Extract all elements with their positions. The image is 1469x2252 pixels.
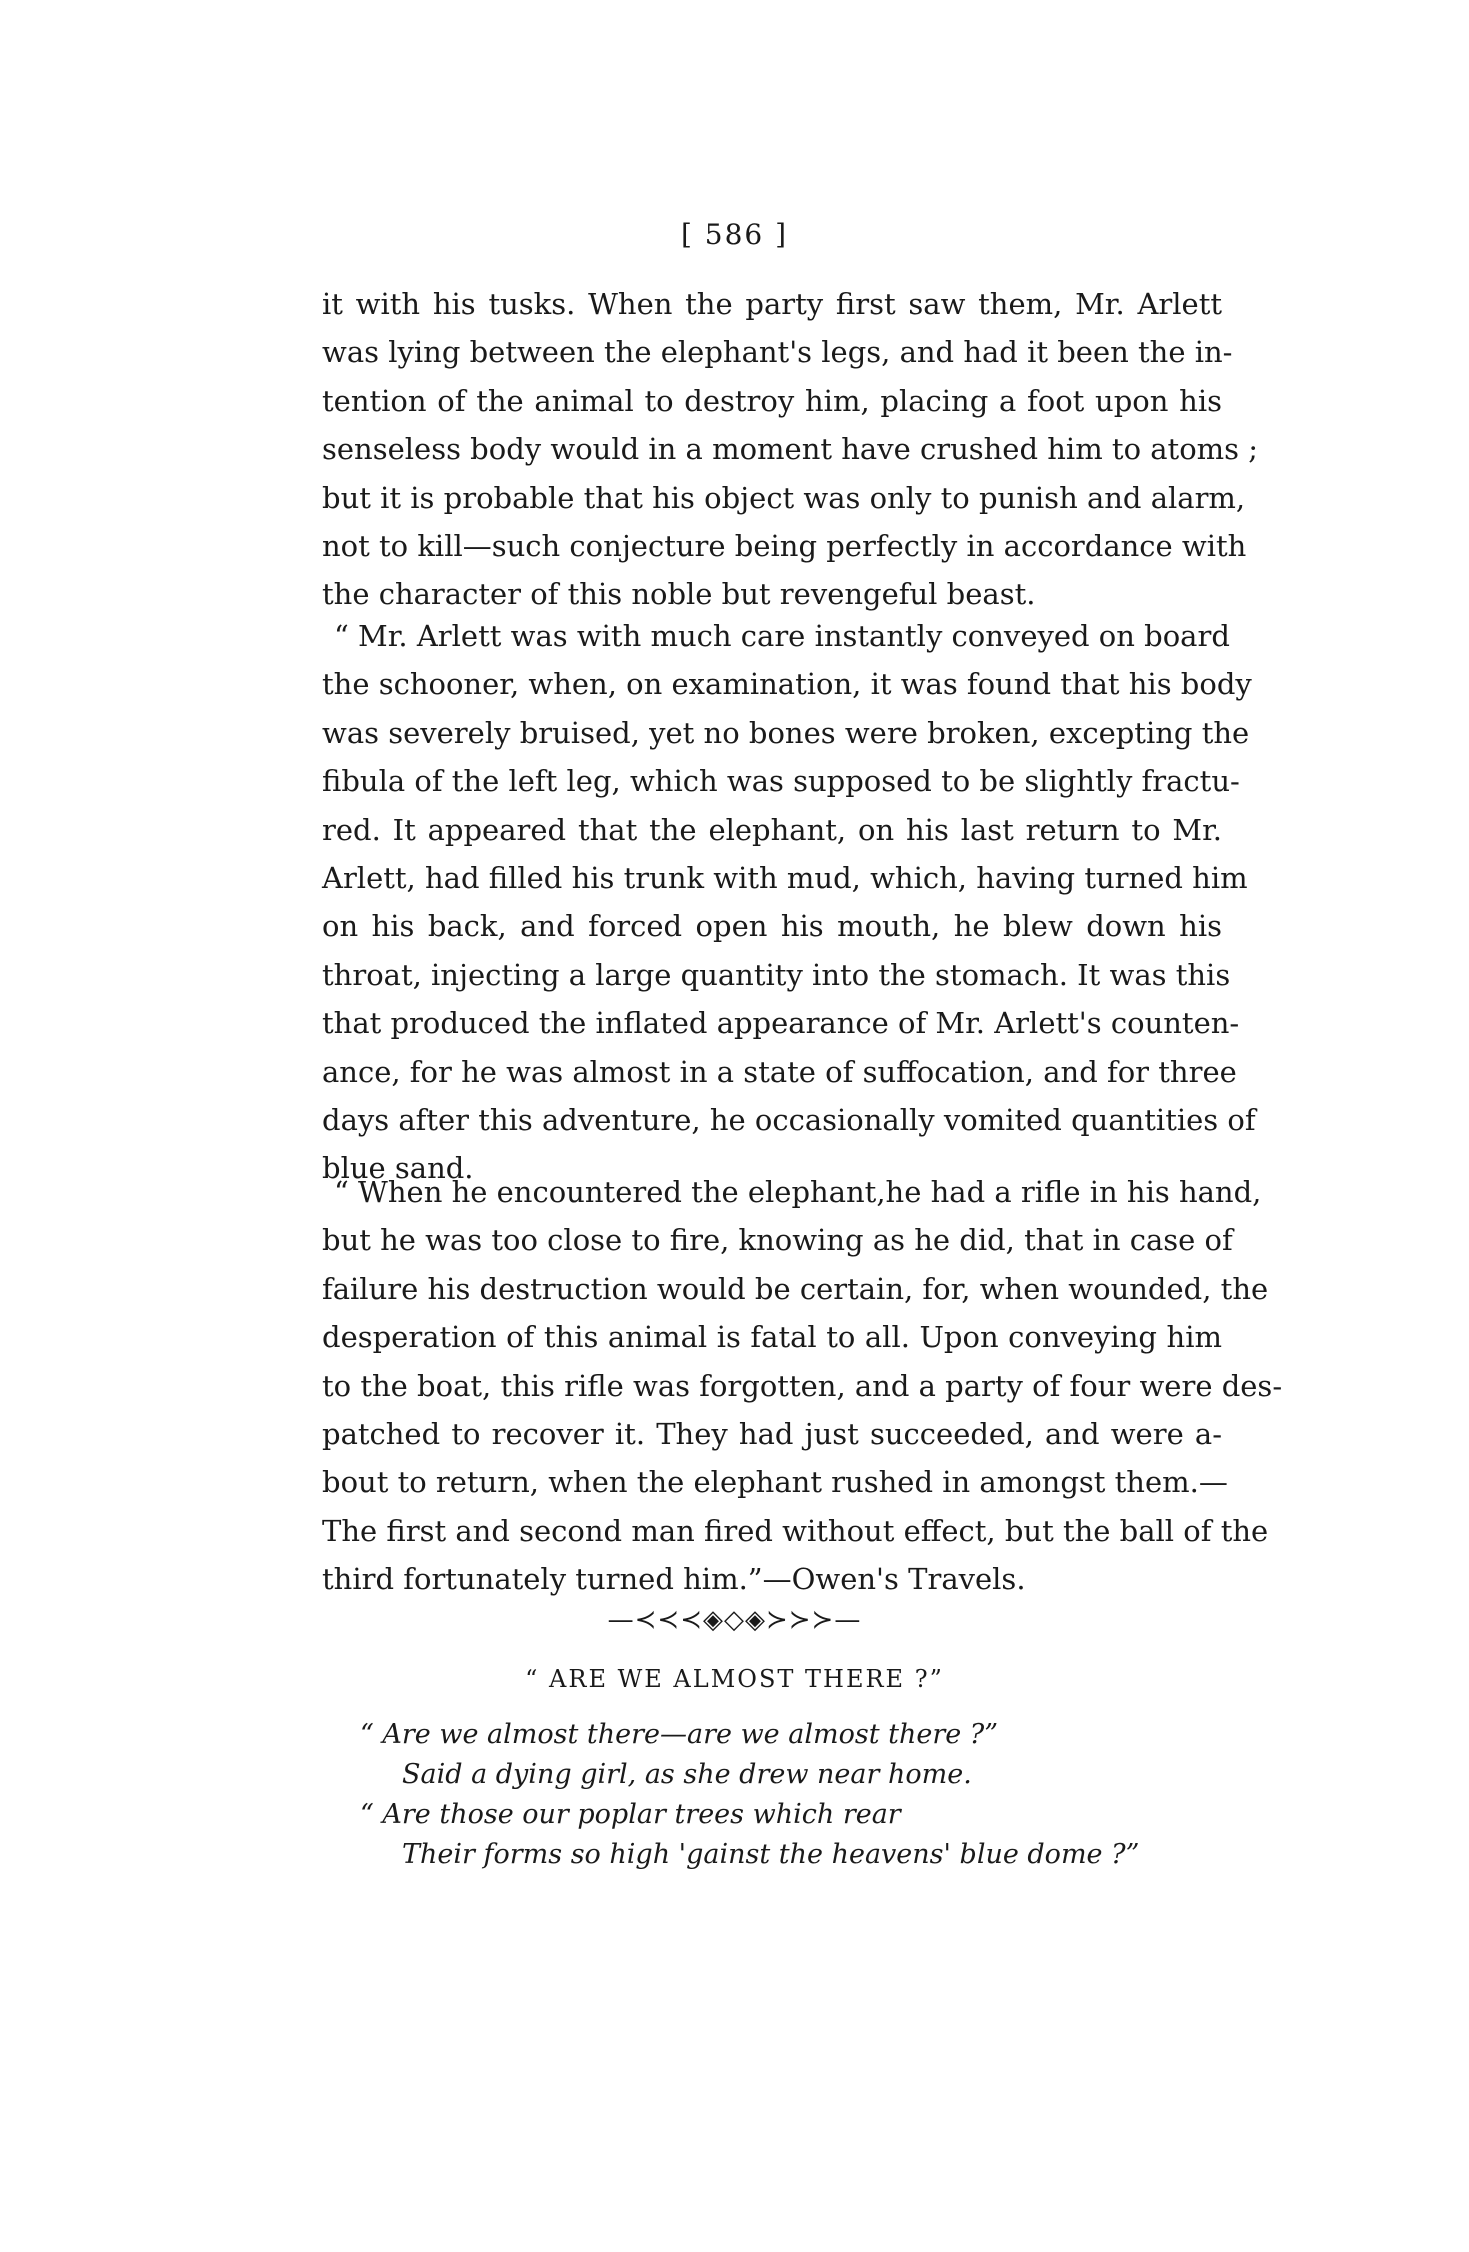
text-line: it with his tusks. When the party first saw them, Mr. Arlett xyxy=(322,287,1222,321)
text-line: the character of this noble but revengeful beast. xyxy=(322,577,1036,612)
text-line: bout to return, when the elephant rushed in amongst them.— xyxy=(322,1465,1228,1500)
text-line: desperation of this animal is fatal to all. Upon conveying him xyxy=(322,1320,1222,1355)
poem-line: “ Are those our poplar trees which rear xyxy=(360,1799,901,1830)
text-line: Arlett, had filled his trunk with mud, which, having turned him xyxy=(322,861,1248,896)
poem-stanza xyxy=(360,1715,1139,1875)
text-line: but it is probable that his object was only to punish and alarm, xyxy=(322,480,1246,515)
text-line: “ When he encountered the elephant,he had a rifle in his hand, xyxy=(334,1175,1262,1209)
text-line: failure his destruction would be certain, for, when wounded, the xyxy=(322,1271,1269,1306)
text-line: The first and second man fired without effect, but the ball of the xyxy=(322,1513,1269,1548)
text-line: fibula of the left leg, which was supposed to be slightly fractu- xyxy=(322,764,1240,799)
text-line: the schooner, when, on examination, it was found that his body xyxy=(322,667,1252,702)
text-line: but he was too close to fire, knowing as he did, that in case of xyxy=(322,1223,1233,1258)
paragraph-elephant-attack xyxy=(322,280,1259,619)
text-line: patched to recover it. They had just succeeded, and were a- xyxy=(322,1417,1222,1452)
text-line: red. It appeared that the elephant, on his last return to Mr. xyxy=(322,812,1222,847)
page-number: [ 586 ] xyxy=(680,218,789,251)
text-line: “ Mr. Arlett was with much care instantly conveyed on board xyxy=(334,619,1230,653)
ornamental-divider: —≺≺≺◈◇◈≻≻≻— xyxy=(607,1605,862,1635)
paragraph-arlett-rescue xyxy=(322,612,1256,1193)
text-line: third fortunately turned him.”—Owen's Travels. xyxy=(322,1562,1026,1597)
text-line: to the boat, this rifle was forgotten, and a party of four were des- xyxy=(322,1368,1283,1403)
text-line: that produced the inflated appearance of Mr. Arlett's counten- xyxy=(322,1006,1240,1041)
text-line: days after this adventure, he occasionally vomited quantities of xyxy=(322,1103,1256,1138)
poem-line: “ Are we almost there—are we almost there ?” xyxy=(360,1719,999,1750)
poem-title: “ ARE WE ALMOST THERE ?” xyxy=(525,1665,944,1693)
paragraph-rifle xyxy=(322,1168,1283,1604)
poem-line: Their forms so high 'gainst the heavens' blue dome ?” xyxy=(402,1839,1140,1870)
text-line: not to kill—such conjecture being perfectly in accordance with xyxy=(322,529,1247,564)
text-line: senseless body would in a moment have crushed him to atoms ; xyxy=(322,432,1259,467)
text-line: tention of the animal to destroy him, placing a foot upon his xyxy=(322,383,1222,418)
text-line: was severely bruised, yet no bones were broken, excepting the xyxy=(322,715,1250,750)
text-line: throat, injecting a large quantity into the stomach. It was this xyxy=(322,957,1231,992)
text-line: blue sand. xyxy=(322,1151,474,1186)
text-line: was lying between the elephant's legs, and had it been the in- xyxy=(322,335,1233,370)
text-line: ance, for he was almost in a state of suffocation, and for three xyxy=(322,1054,1237,1089)
poem-line: Said a dying girl, as she drew near home. xyxy=(402,1759,972,1790)
text-line: on his back, and forced open his mouth, he blew down his xyxy=(322,909,1222,944)
